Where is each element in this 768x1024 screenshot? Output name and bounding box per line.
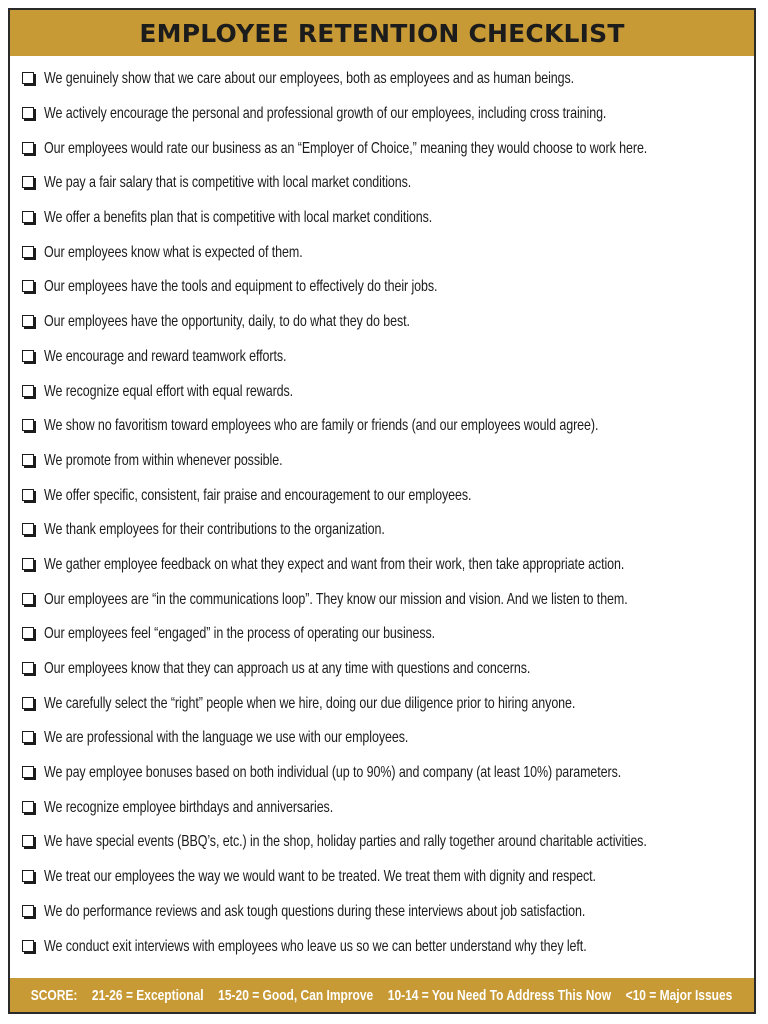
score-range-address: 10-14 = You Need To Address This Now xyxy=(388,986,612,1004)
checkbox-icon[interactable] xyxy=(22,835,34,847)
checklist-item-text: We treat our employees the way we would want to be treated. We treat them with dignity and respect. xyxy=(44,868,596,886)
checklist-item xyxy=(22,340,750,375)
checklist-item-text: We pay employee bonuses based on both individual (up to 90%) and company (at least 10%) parameters. xyxy=(44,764,622,782)
checklist-item-text: We are professional with the language we use with our employees. xyxy=(44,729,409,747)
checklist-item-text: Our employees have the tools and equipment to effectively do their jobs. xyxy=(44,278,438,296)
checkbox-icon[interactable] xyxy=(22,246,34,258)
checklist-item xyxy=(22,895,750,930)
checklist-item xyxy=(22,62,750,97)
score-bar xyxy=(10,978,754,1012)
checkbox-icon[interactable] xyxy=(22,176,34,188)
checkbox-icon[interactable] xyxy=(22,72,34,84)
checklist-item-text: We show no favoritism toward employees who are family or friends (and our employees would agree). xyxy=(44,417,599,435)
checklist-item xyxy=(22,235,750,270)
checkbox-icon[interactable] xyxy=(22,593,34,605)
score-range-good: 15-20 = Good, Can Improve xyxy=(218,986,374,1004)
checklist-item xyxy=(22,825,750,860)
score-range-major: <10 = Major Issues xyxy=(626,986,733,1004)
score-range-exceptional: 21-26 = Exceptional xyxy=(92,986,205,1004)
checklist-item-text: We carefully select the “right” people when we hire, doing our due diligence prior to hiring anyone. xyxy=(44,694,576,712)
checkbox-icon[interactable] xyxy=(22,385,34,397)
checklist-item-text: Our employees are “in the communications loop”. They know our mission and vision. And we listen to them. xyxy=(44,590,628,608)
checkbox-icon[interactable] xyxy=(22,523,34,535)
checklist-item xyxy=(22,305,750,340)
checklist-item xyxy=(22,790,750,825)
checklist-item xyxy=(22,97,750,132)
checkbox-icon[interactable] xyxy=(22,662,34,674)
checkbox-icon[interactable] xyxy=(22,697,34,709)
checklist-item-text: Our employees know that they can approach us at any time with questions and concerns. xyxy=(44,660,531,678)
checkbox-icon[interactable] xyxy=(22,940,34,952)
checkbox-icon[interactable] xyxy=(22,801,34,813)
checkbox-icon[interactable] xyxy=(22,280,34,292)
checklist-item-text: We encourage and reward teamwork efforts. xyxy=(44,347,287,365)
score-legend xyxy=(31,987,733,1004)
checklist-item-text: We do performance reviews and ask tough questions during these interviews about job satisfaction. xyxy=(44,902,586,920)
checklist-item-text: We pay a fair salary that is competitive with local market conditions. xyxy=(44,174,412,192)
checklist-item-text: We genuinely show that we care about our employees, both as employees and as human beings. xyxy=(44,70,575,88)
checkbox-icon[interactable] xyxy=(22,766,34,778)
checklist-item-text: Our employees know what is expected of them. xyxy=(44,243,303,261)
checklist-item xyxy=(22,374,750,409)
checklist-item-text: We offer a benefits plan that is competitive with local market conditions. xyxy=(44,209,433,227)
checklist-item xyxy=(22,201,750,236)
checklist-item-text: We actively encourage the personal and professional growth of our employees, including cross training. xyxy=(44,105,607,123)
checkbox-icon[interactable] xyxy=(22,870,34,882)
checkbox-icon[interactable] xyxy=(22,142,34,154)
checklist-item xyxy=(22,444,750,479)
checklist-item-text: We recognize employee birthdays and anniversaries. xyxy=(44,798,334,816)
checklist-item xyxy=(22,478,750,513)
checklist-item xyxy=(22,652,750,687)
checklist-item xyxy=(22,617,750,652)
checklist-item-text: We offer specific, consistent, fair praise and encouragement to our employees. xyxy=(44,486,472,504)
checklist-item-text: We have special events (BBQ’s, etc.) in the shop, holiday parties and rally together around charitable activities. xyxy=(44,833,647,851)
checklist-item-text: Our employees feel “engaged” in the process of operating our business. xyxy=(44,625,436,643)
checklist-item xyxy=(22,270,750,305)
checklist-item-text: We recognize equal effort with equal rewards. xyxy=(44,382,294,400)
checkbox-icon[interactable] xyxy=(22,211,34,223)
checklist-item-text: We conduct exit interviews with employees who leave us so we can better understand why they left. xyxy=(44,937,587,955)
checklist-item-text: We thank employees for their contributions to the organization. xyxy=(44,521,385,539)
score-label: SCORE: xyxy=(31,986,78,1004)
checkbox-icon[interactable] xyxy=(22,419,34,431)
checklist-item xyxy=(22,548,750,583)
checklist-item xyxy=(22,929,750,964)
checklist-item xyxy=(22,860,750,895)
checklist-item xyxy=(22,756,750,791)
checklist-item xyxy=(22,131,750,166)
checklist-frame xyxy=(8,8,756,1014)
checklist-item xyxy=(22,721,750,756)
checklist-item xyxy=(22,409,750,444)
checkbox-icon[interactable] xyxy=(22,107,34,119)
checklist-item-text: Our employees have the opportunity, daily, to do what they do best. xyxy=(44,313,410,331)
checklist-item xyxy=(22,166,750,201)
checkbox-icon[interactable] xyxy=(22,905,34,917)
checkbox-icon[interactable] xyxy=(22,315,34,327)
checkbox-icon[interactable] xyxy=(22,731,34,743)
checkbox-icon[interactable] xyxy=(22,454,34,466)
checkbox-icon[interactable] xyxy=(22,350,34,362)
checkbox-icon[interactable] xyxy=(22,627,34,639)
page-title: EMPLOYEE RETENTION CHECKLIST xyxy=(139,18,625,48)
checklist-item-text: Our employees would rate our business as an “Employer of Choice,” meaning they would choose to work here. xyxy=(44,139,648,157)
checklist-item-text: We gather employee feedback on what they expect and want from their work, then take appropriate action. xyxy=(44,555,625,573)
checklist-item xyxy=(22,686,750,721)
checklist-item xyxy=(22,582,750,617)
title-bar xyxy=(10,10,754,56)
checklist-item xyxy=(22,513,750,548)
checklist-item-text: We promote from within whenever possible. xyxy=(44,451,283,469)
checklist xyxy=(22,62,750,964)
checkbox-icon[interactable] xyxy=(22,558,34,570)
checkbox-icon[interactable] xyxy=(22,489,34,501)
